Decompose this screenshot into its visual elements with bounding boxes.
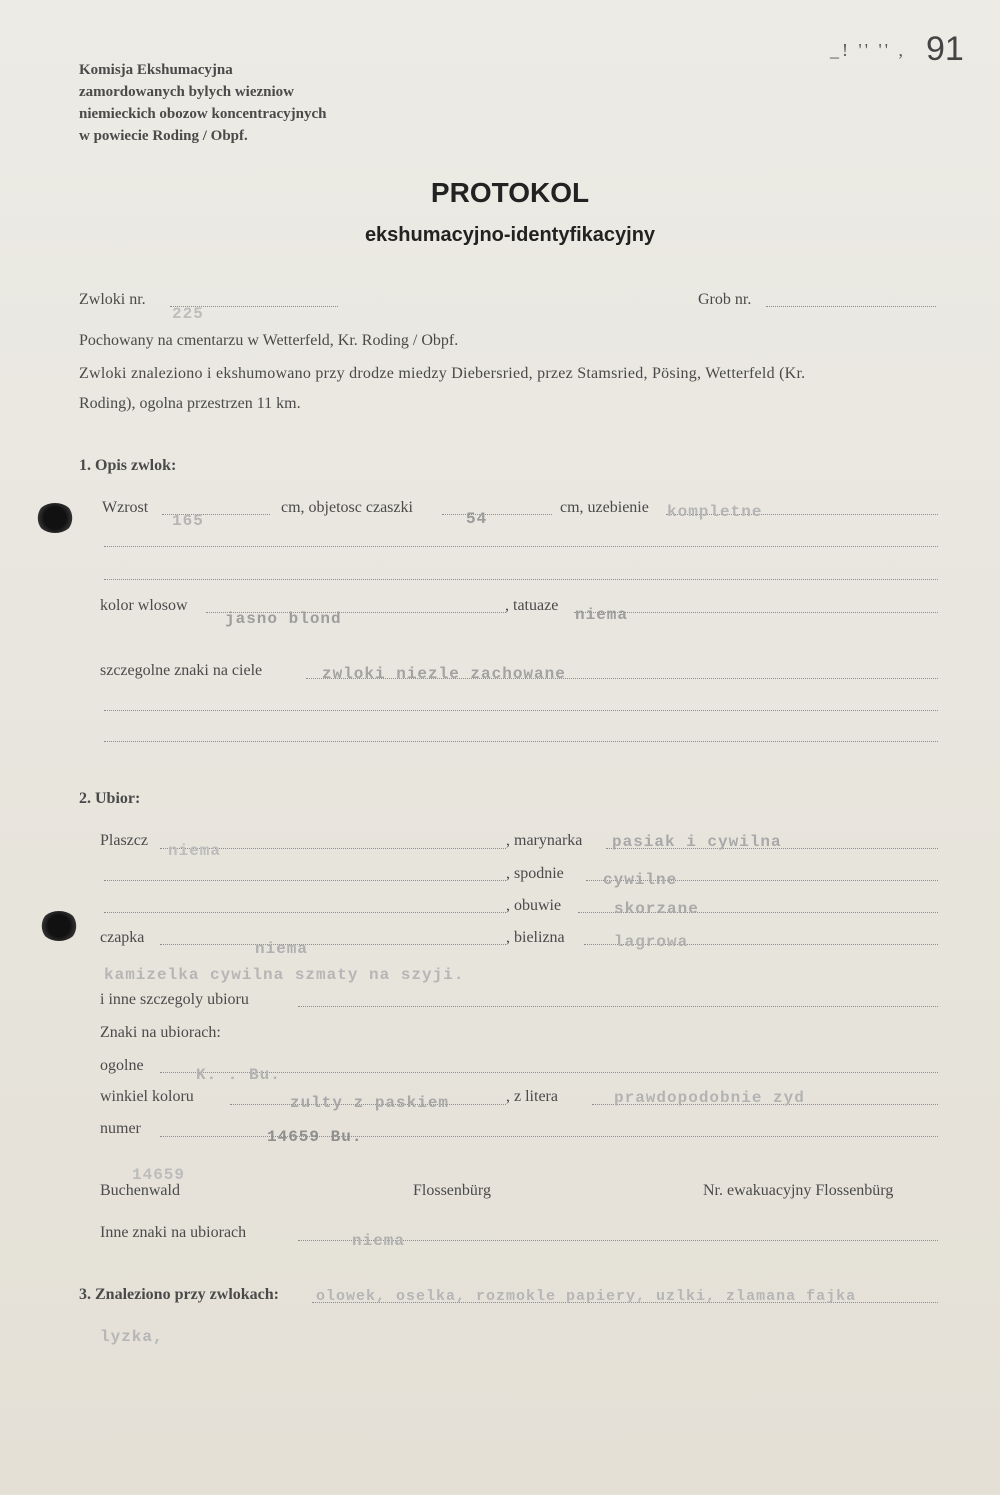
wzrost-label: Wzrost: [102, 499, 149, 516]
intro-line-2: Zwloki znaleziono i ekshumowano przy drodze miedzy Diebersried, przez Stamsried, Pösing, Wetterfeld (Kr.: [79, 365, 806, 382]
page-marks: _! '' '' ,: [830, 40, 906, 60]
plaszcz-value: niema: [168, 842, 222, 860]
punch-hole-bottom: [40, 911, 78, 941]
nr-ewakuacyjny-label: Nr. ewakuacyjny Flossenbürg: [703, 1182, 894, 1199]
page-subtitle: ekshumacyjno-identyfikacyjny: [364, 224, 656, 246]
inne-znaki-value: niema: [352, 1232, 406, 1250]
spodnie-label: , spodnie: [506, 865, 564, 882]
buchenwald-label: Buchenwald: [100, 1182, 180, 1199]
page-number: 91: [926, 30, 964, 68]
bielizna-label: , bielizna: [506, 929, 565, 946]
grob-label: Grob nr.: [698, 291, 752, 308]
winkiel-value: zulty z paskiem: [290, 1094, 450, 1112]
obuwie-label: , obuwie: [506, 897, 562, 914]
znaki-ubiorach-heading: Znaki na ubiorach:: [100, 1024, 221, 1041]
inne-szczegoly-label: i inne szczegoly ubioru: [100, 991, 249, 1008]
zwloki-value: 225: [172, 305, 204, 323]
marynarka-label: , marynarka: [506, 832, 583, 849]
header-line-2: zamordowanych bylych wiezniow: [79, 84, 294, 100]
plaszcz-label: Plaszcz: [100, 832, 148, 849]
litera-value: prawdopodobnie zyd: [614, 1089, 805, 1107]
plaszcz-extra-line: [104, 880, 506, 881]
litera-label: , z litera: [506, 1088, 558, 1105]
tatuaze-label: , tatuaze: [505, 597, 559, 614]
marynarka-value: pasiak i cywilna: [612, 833, 782, 851]
inne-znaki-label: Inne znaki na ubiorach: [100, 1224, 247, 1241]
uzebienie-label: cm, uzebienie: [560, 499, 649, 516]
czapka-line: [160, 944, 506, 945]
page-title: PROTOKOL: [430, 177, 590, 208]
punch-hole-top: [36, 503, 74, 533]
czapka-label: czapka: [100, 929, 145, 946]
tatuaze-value: niema: [575, 606, 629, 624]
extra-clothing-value: kamizelka cywilna szmaty na szyji.: [104, 966, 465, 984]
section3-value-line-2: lyzka,: [100, 1328, 164, 1346]
zwloki-label: Zwloki nr.: [79, 291, 146, 308]
blank-line-3: [104, 710, 938, 711]
header-line-4: w powiecie Roding / Obpf.: [79, 128, 248, 144]
obuwie-value: skorzane: [614, 900, 699, 918]
obuwie-extra-line: [104, 912, 506, 913]
znaki-ciele-label: szczegolne znaki na ciele: [100, 662, 263, 679]
wzrost-value: 165: [172, 512, 204, 530]
intro-line-1: Pochowany na cmentarzu w Wetterfeld, Kr. Roding / Obpf.: [79, 332, 459, 349]
header-line-1: Komisja Ekshumacyjna: [79, 62, 233, 78]
flossenburg-label: Flossenbürg: [413, 1182, 491, 1199]
blank-line-4: [104, 741, 938, 742]
ogolne-label: ogolne: [100, 1057, 144, 1074]
blank-line-2: [104, 579, 938, 580]
bielizna-value: lagrowa: [614, 933, 689, 951]
numer-label: numer: [100, 1120, 141, 1137]
spodnie-value: cywilne: [603, 871, 678, 889]
wlosy-label: kolor wlosow: [100, 597, 188, 614]
uzebienie-value: kompletne: [667, 503, 763, 521]
buchenwald-number: 14659: [132, 1166, 186, 1184]
ogolne-value: K. . Bu.: [196, 1066, 281, 1084]
winkiel-label: winkiel koloru: [100, 1088, 194, 1105]
czaszka-value: 54: [466, 510, 488, 528]
section3-title: 3. Znaleziono przy zwlokach:: [79, 1286, 279, 1303]
blank-line-1: [104, 546, 938, 547]
section2-title: 2. Ubior:: [79, 790, 141, 807]
numer-value: 14659 Bu.: [267, 1128, 363, 1146]
wlosy-value: jasno blond: [225, 610, 342, 628]
inne-szczegoly-line: [298, 1006, 938, 1007]
intro-line-3: Roding), ogolna przestrzen 11 km.: [79, 395, 301, 412]
grob-line: [766, 306, 936, 307]
znaki-ciele-value: zwloki niezle zachowane: [322, 665, 566, 683]
section3-value-line-1: olowek, oselka, rozmokle papiery, uzlki, zlamana fajka: [316, 1288, 857, 1305]
section1-title: 1. Opis zwlok:: [79, 457, 177, 474]
tatuaze-line: [574, 612, 938, 613]
header-line-3: niemieckich obozow koncentracyjnych: [79, 106, 327, 122]
czaszka-line: [442, 514, 552, 515]
czaszka-label: cm, objetosc czaszki: [281, 499, 413, 516]
czapka-value: niema: [255, 940, 309, 958]
